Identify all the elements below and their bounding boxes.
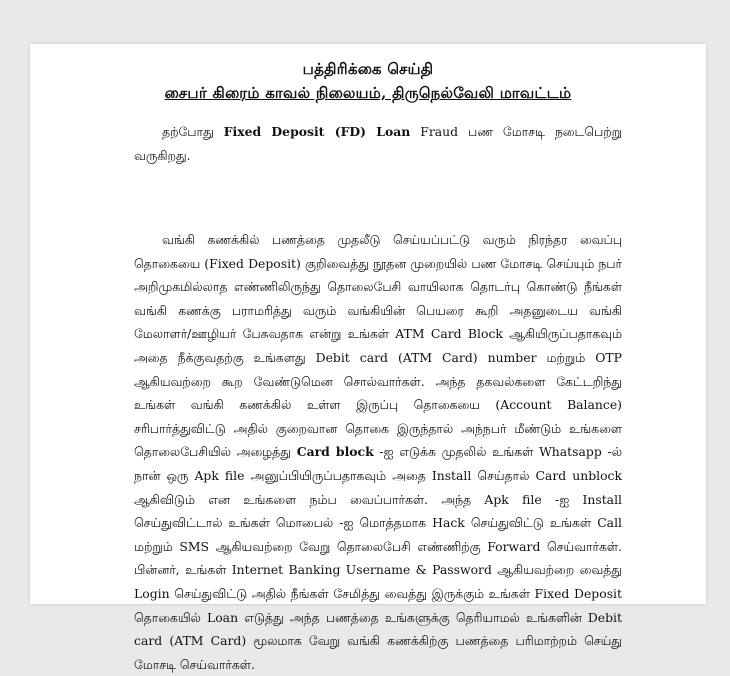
document-subtitle: சைபர் கிரைம் காவல் நிலையம், திருநெல்வேலி மாவட்டம்	[164, 84, 572, 102]
paragraph-1-post: Fraud பண மோசடி நடைபெற்று வருகிறது.	[134, 124, 623, 163]
paragraph-1	[134, 120, 622, 167]
paragraph-2-part1: வங்கி கணக்கில் பணத்தை முதலீடு செய்யப்பட்டு வரும் நிரந்தர வைப்பு தொகையை (Fixed Deposit) குறிவைத்து நூதன முறையில் பண மோசடி செய்யும் நபர் அறிமுகமில்லாத எண்ணிலிருந்து தொலைபேசி வாயிலாக தொடர்பு கொண்டு நீங்கள் வங்கி கணக்கு பராமரித்து வரும் வங்கியின் பெயரை கூறி அதனுடைய வங்கி மேலாளர்/ஊழியர் பேசுவதாக என்று உங்கள் ATM Card Block ஆகியிருப்பதாகவும் அதை நீக்குவதற்கு உங்களது Debit card (ATM Card) number மற்றும் OTP ஆகியவற்றை கூற வேண்டுமென சொல்வார்கள். அந்த தகவல்களை கேட்டறிந்து உங்கள் வங்கி கணக்கில் உள்ள இருப்பு தொகையை (Account Balance) சரிபார்த்துவிட்டு அதில் குறைவான தொகை இருந்தால் அந்நபர் மீண்டும் உங்களை தொலைபேசியில் அழைத்து	[134, 232, 622, 460]
document-page	[30, 44, 706, 672]
paragraph-1-bold: Fixed Deposit (FD) Loan	[223, 124, 411, 139]
paragraph-2-bold: Card block	[296, 444, 374, 460]
paragraph-1-pre: தற்போது	[162, 124, 224, 139]
paragraph-2	[134, 228, 622, 676]
document-title: பத்திரிக்கை செய்தி	[302, 60, 434, 78]
paragraph-2-part2: -ஐ எடுக்க முதலில் உங்கள் Whatsapp -ல் நான் ஒரு Apk file அனுப்பியிருப்பதாகவும் அதை Install செய்தால் Card unblock ஆகிவிடும் என உங்களை நம்ப வைப்பார்கள். அந்த Apk file -ஐ Install செய்துவிட்டால் உங்கள் மொபைல் -ஐ மொத்தமாக Hack செய்துவிட்டு உங்கள் Call மற்றும் SMS ஆகியவற்றை வேறு தொலைபேசி எண்ணிற்கு Forward செய்வார்கள். பின்னர், உங்கள் Internet Banking Username & Password ஆகியவற்றை வைத்து Login செய்துவிட்டு அதில் நீங்கள் சேமித்து வைத்து இருக்கும் உங்கள் Fixed Deposit தொகையில் Loan எடுத்து அந்த பணத்தை உங்களுக்கு தெரியாமல் உங்களின் Debit card (ATM Card) மூலமாக வேறு வங்கி கணக்கிற்கு பணத்தை பரிமாற்றம் செய்து மோசடி செய்வார்கள்.	[134, 444, 622, 672]
